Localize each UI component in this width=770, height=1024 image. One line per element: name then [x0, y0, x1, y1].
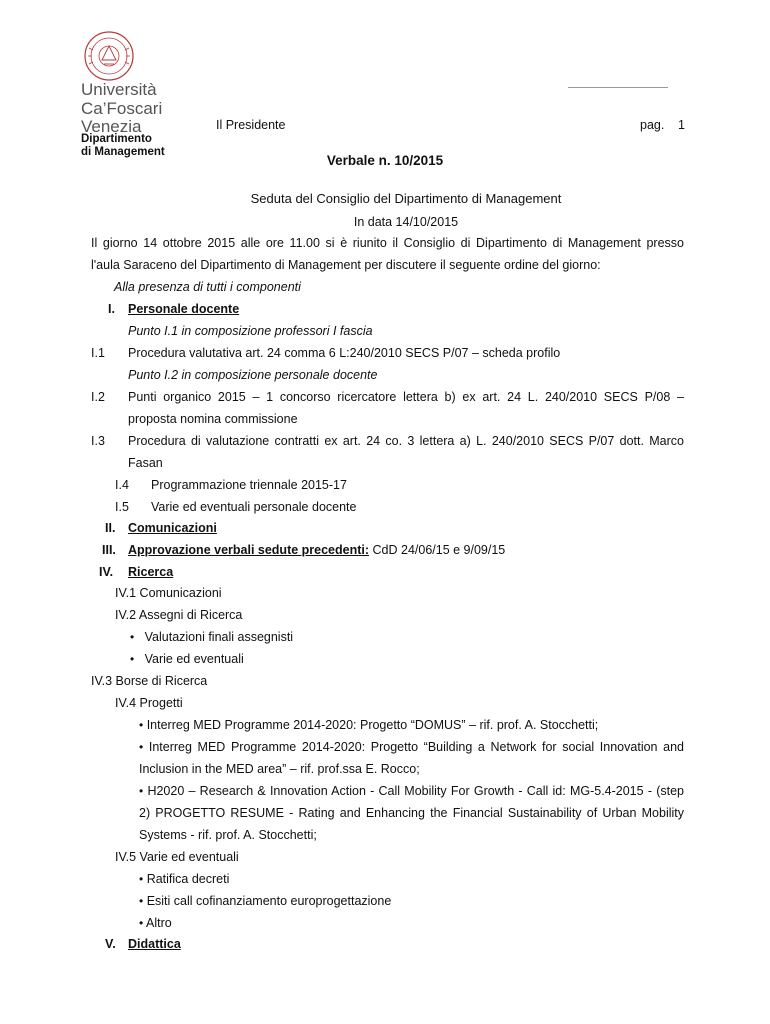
list-item-text: Interreg MED Programme 2014-2020: Progetto “DOMUS” – rif. prof. A. Stocchetti;: [146, 718, 599, 732]
agenda-item-text: Procedura valutativa art. 24 comma 6 L:240/2010 SECS P/07 – scheda profilo: [128, 346, 561, 360]
intro-line-1: Il giorno 14 ottobre 2015 alle ore 11.00 si è riunito il Consiglio di Dipartimento di Management presso: [91, 236, 684, 250]
list-item: [139, 916, 172, 930]
section-number: V.: [105, 937, 116, 951]
section-title-rest: CdD 24/06/15 e 9/09/15: [369, 543, 506, 557]
list-item-text: Varie ed eventuali: [144, 652, 244, 666]
intro-line-2: l'aula Saraceno del Dipartimento di Management per discutere il seguente ordine del giorno:: [91, 258, 601, 272]
page-number: 1: [678, 118, 685, 132]
subsection-heading: IV.1 Comunicazioni: [115, 586, 222, 600]
list-item: [139, 718, 598, 732]
agenda-number: I.4: [115, 478, 129, 492]
subsection-heading: IV.3 Borse di Ricerca: [91, 674, 208, 688]
bullet-icon: •: [139, 740, 144, 754]
list-item-text: Ratifica decreti: [146, 872, 230, 886]
presence-note: Alla presenza di tutti i componenti: [114, 280, 301, 294]
agenda-number: I.1: [91, 346, 105, 360]
subsection-heading: IV.4 Progetti: [115, 696, 183, 710]
university-name: Università Ca’Foscari Venezia: [81, 80, 163, 136]
section-number: IV.: [99, 565, 114, 579]
header-rule: [568, 87, 668, 88]
section-title: Comunicazioni: [128, 521, 217, 535]
list-item: [130, 630, 293, 644]
bullet-icon: •: [139, 784, 144, 798]
section-title: Personale docente: [128, 302, 240, 316]
agenda-item-text: Fasan: [128, 456, 163, 470]
agenda-note: Punto I.2 in composizione personale docente: [128, 368, 378, 382]
agenda-item-text: Punti organico 2015 – 1 concorso ricercatore lettera b) ex art. 24 L. 240/2010 SECS P/08 –: [128, 390, 684, 404]
agenda-item-text: proposta nomina commissione: [128, 412, 298, 426]
agenda-item-text: Varie ed eventuali personale docente: [151, 500, 357, 514]
section-number: I.: [108, 302, 115, 316]
section-title: [128, 543, 505, 557]
bullet-icon: •: [139, 894, 144, 908]
bullet-icon: •: [139, 872, 144, 886]
list-item: [139, 872, 229, 886]
section-title: Ricerca: [128, 565, 174, 579]
page-label: pag.: [640, 118, 665, 132]
list-item-text: Esiti call cofinanziamento europrogettazione: [146, 894, 392, 908]
list-item-text: Interreg MED Programme 2014-2020: Progetto “Building a Network for social Innovation and: [148, 740, 684, 754]
list-item: [139, 740, 684, 754]
subsection-heading: IV.2 Assegni di Ricerca: [115, 608, 243, 622]
agenda-number: I.3: [91, 434, 105, 448]
agenda-number: I.5: [115, 500, 129, 514]
subsection-heading: IV.5 Varie ed eventuali: [115, 850, 239, 864]
bullet-icon: •: [130, 630, 135, 644]
subtitle: Seduta del Consiglio del Dipartimento di Management: [250, 191, 562, 206]
bullet-icon: •: [139, 718, 144, 732]
bullet-icon: •: [139, 916, 144, 930]
agenda-item-text: Programmazione triennale 2015-17: [151, 478, 347, 492]
header-president-label: Il Presidente: [216, 118, 286, 132]
university-seal-logo: [80, 30, 138, 82]
list-item-text: Valutazioni finali assegnisti: [144, 630, 294, 644]
section-title-bold: Approvazione verbali sedute precedenti:: [128, 543, 370, 557]
list-item: [139, 784, 684, 798]
list-item-continuation: Systems - rif. prof. A. Stocchetti;: [139, 828, 317, 842]
section-number: III.: [102, 543, 116, 557]
list-item-text: Altro: [146, 916, 172, 930]
agenda-number: I.2: [91, 390, 105, 404]
list-item-continuation: 2) PROGETTO RESUME - Rating and Enhancing the Financial Sustainability of Urban Mobility: [139, 806, 684, 820]
department-name: Dipartimento di Management: [81, 133, 165, 158]
bullet-icon: •: [130, 652, 135, 666]
section-number: II.: [105, 521, 116, 535]
agenda-note: Punto I.1 in composizione professori I fascia: [128, 324, 373, 338]
date-line: In data 14/10/2015: [353, 215, 459, 229]
list-item-text: H2020 – Research & Innovation Action - Call Mobility For Growth - Call id: MG-5.4-2015 - (step: [147, 784, 684, 798]
list-item: [139, 894, 391, 908]
section-title: Didattica: [128, 937, 181, 951]
list-item-continuation: Inclusion in the MED area” – rif. prof.ssa E. Rocco;: [139, 762, 420, 776]
page-title: Verbale n. 10/2015: [326, 153, 444, 168]
list-item: [130, 652, 244, 666]
agenda-item-text: Procedura di valutazione contratti ex art. 24 co. 3 lettera a) L. 240/2010 SECS P/07 dott. Marco: [128, 434, 684, 448]
